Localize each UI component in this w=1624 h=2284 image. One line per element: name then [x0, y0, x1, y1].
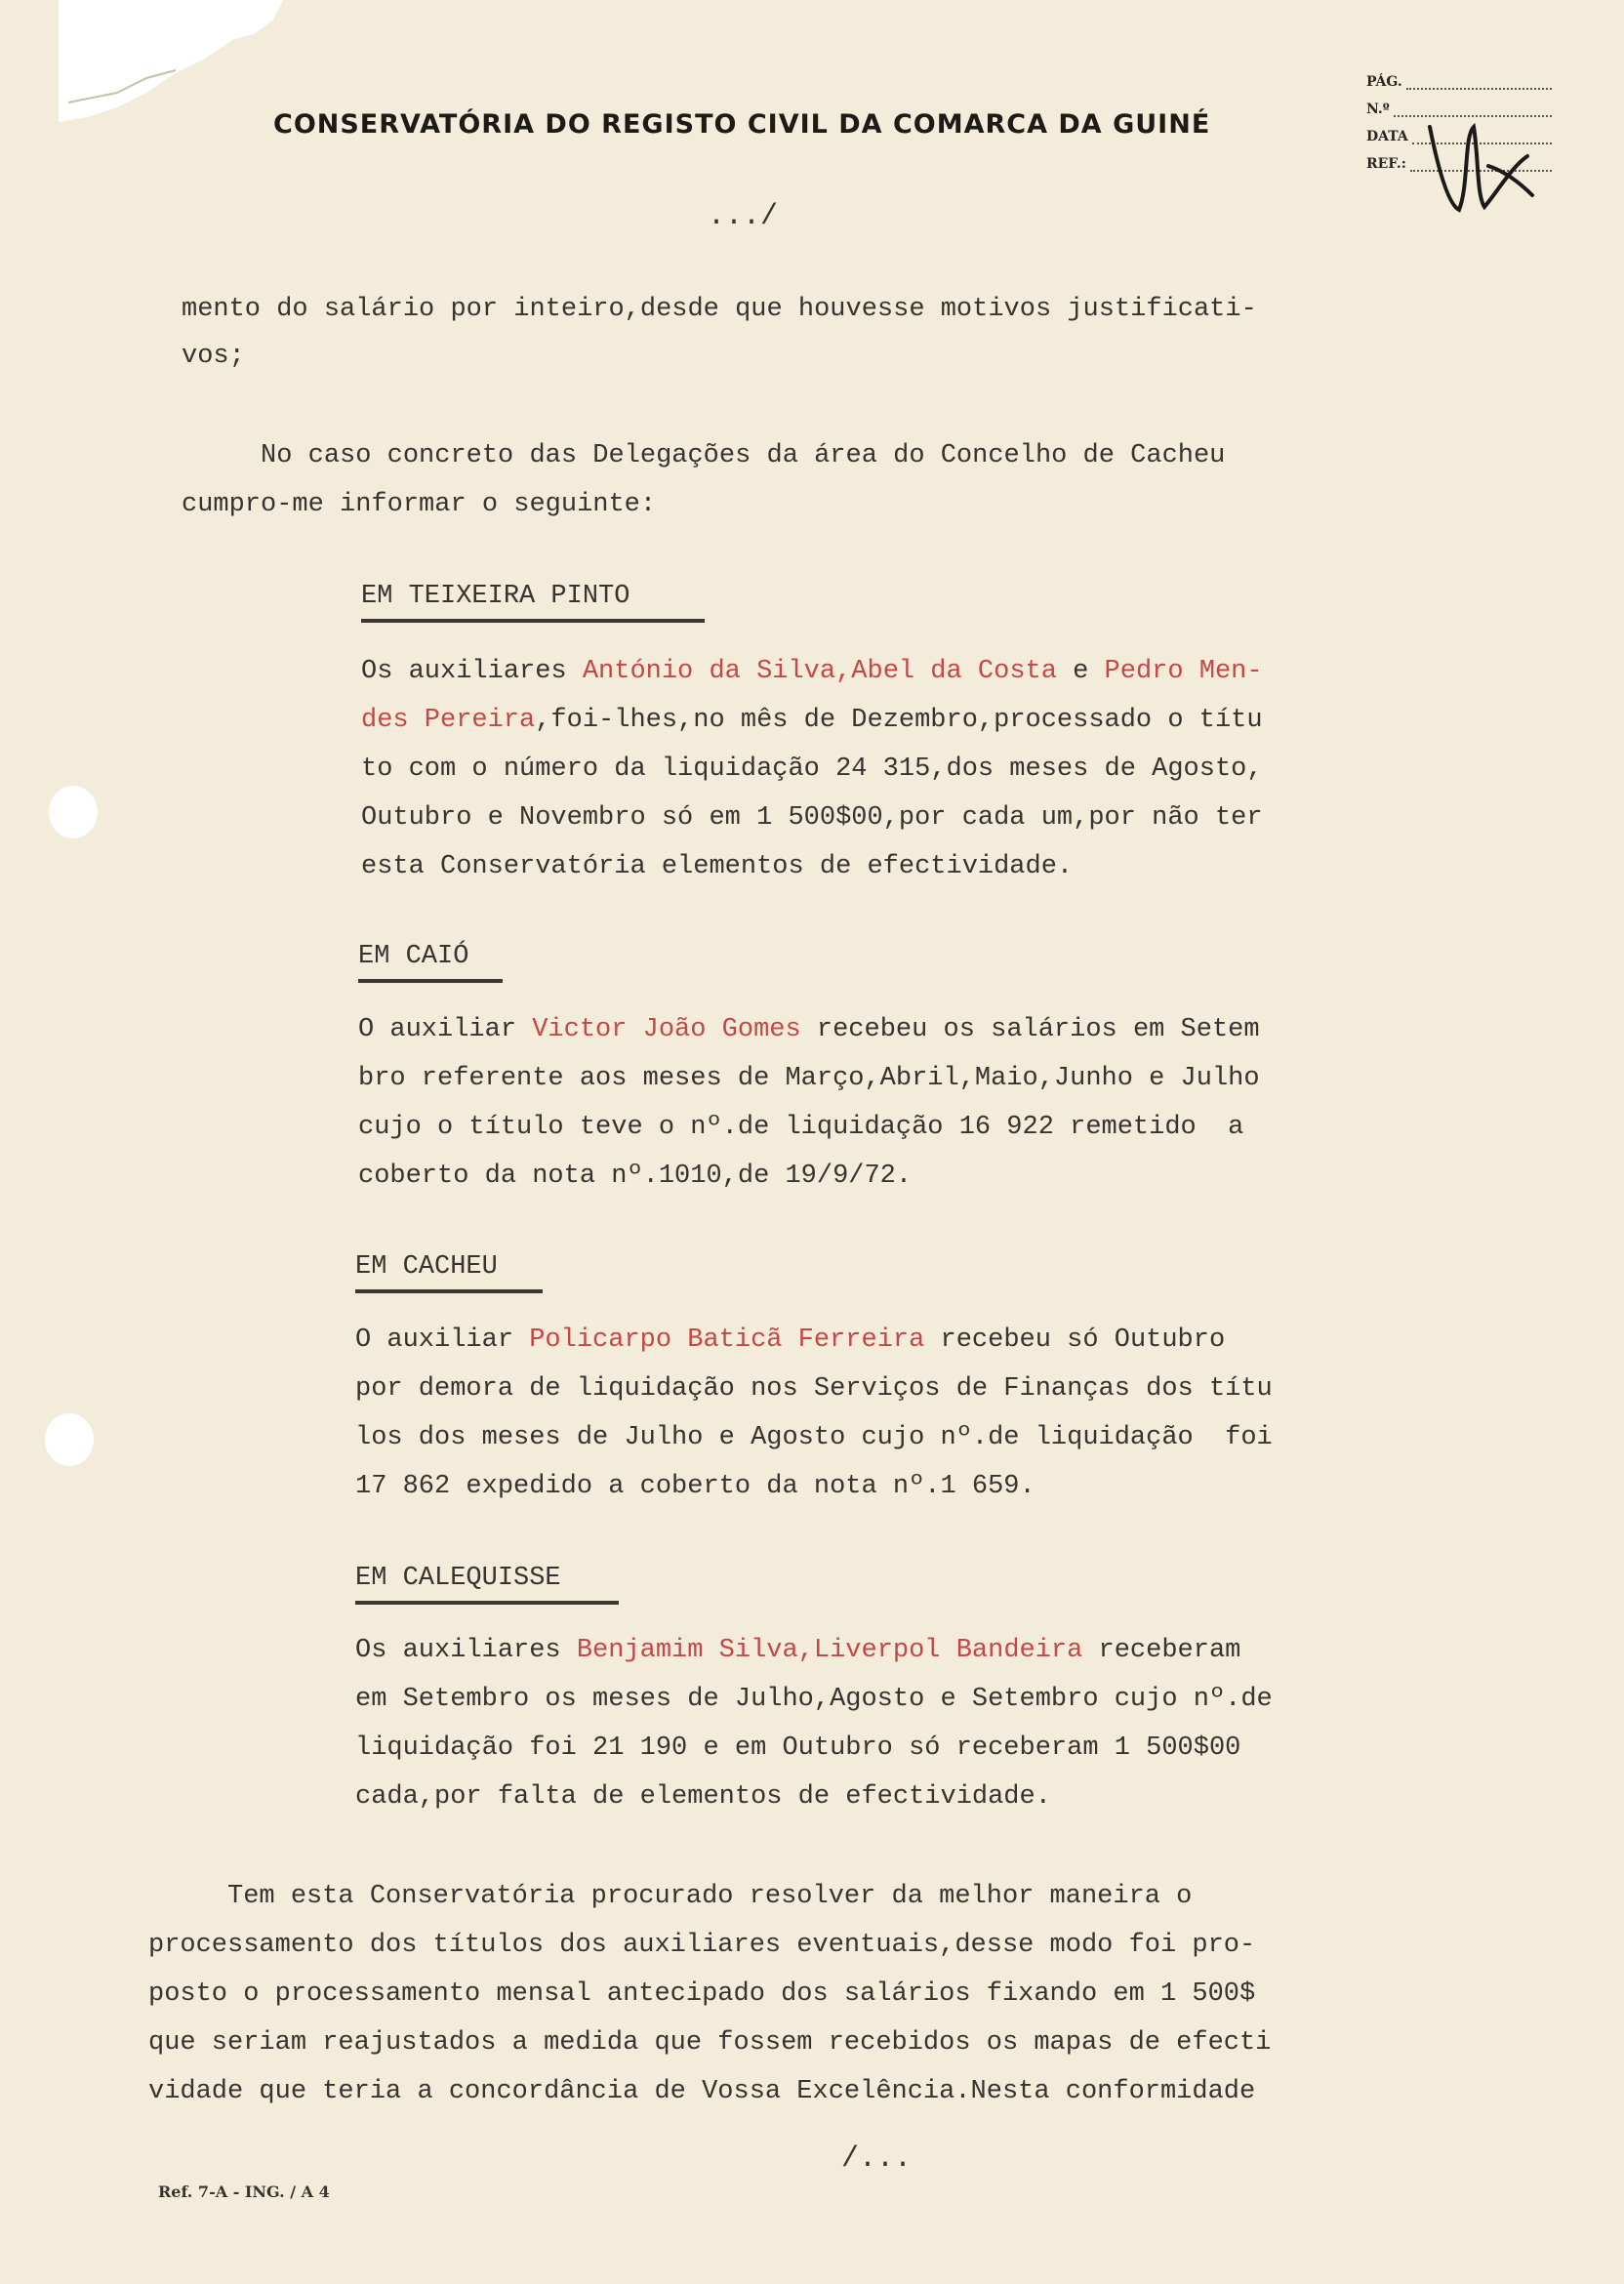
body-line: bro referente aos meses de Março,Abril,Maio,Junho e Julho [358, 1064, 1260, 1093]
highlighted-name: Victor João Gomes [532, 1015, 801, 1044]
body-line: posto o processamento mensal antecipado dos salários fixando em 1 500$ [148, 1979, 1256, 2009]
body-line: Tem esta Conservatória procurado resolver da melhor maneira o [148, 1882, 1193, 1911]
form-reference: Ref. 7-A - ING. / A 4 [158, 2182, 330, 2201]
body-line: liquidação foi 21 190 e em Outubro só receberam 1 500$00 [355, 1733, 1241, 1763]
section-heading-teixeira [361, 582, 629, 611]
highlighted-names: António da Silva,Abel da Costa [582, 657, 1057, 686]
continuation-mark-bottom: /... [841, 2142, 913, 2176]
highlighted-name: des Pereira [361, 706, 536, 735]
body-line: No caso concreto das Delegações da área do Concelho de Cacheu [182, 441, 1226, 470]
body-line: los dos meses de Julho e Agosto cujo nº.de liquidação foi [355, 1423, 1273, 1452]
body-line: des Pereira,foi-lhes,no mês de Dezembro,processado o títu [361, 706, 1263, 735]
page-field-label: PÁG. [1366, 74, 1402, 90]
body-line: Outubro e Novembro só em 1 500$00,por cada um,por não ter [361, 803, 1263, 833]
number-field-label: N.º [1366, 102, 1390, 117]
body-line: vos; [182, 342, 245, 371]
body-line: 17 862 expedido a coberto da nota nº.1 659. [355, 1472, 1035, 1501]
punch-hole [49, 786, 98, 838]
section-heading-text: EM TEIXEIRA PINTO [361, 582, 630, 611]
body-line: Os auxiliares Benjamim Silva,Liverpol Bandeira receberam [355, 1636, 1241, 1665]
section-heading-text: EM CALEQUISSE [355, 1564, 561, 1593]
body-line: coberto da nota nº.1010,de 19/9/72. [358, 1162, 913, 1191]
section-heading-text: EM CACHEU [355, 1252, 498, 1282]
body-line: Os auxiliares António da Silva,Abel da Costa e Pedro Men- [361, 657, 1263, 686]
body-line: cumpro-me informar o seguinte: [182, 490, 657, 519]
section-heading-text: EM CAIÓ [358, 942, 469, 971]
torn-corner [59, 0, 293, 146]
letterhead-title: CONSERVATÓRIA DO REGISTO CIVIL DA COMARCA DA GUINÉ [273, 109, 1211, 140]
ref-field-label: REF.: [1366, 156, 1406, 172]
body-line: mento do salário por inteiro,desde que houvesse motivos justificati- [182, 295, 1257, 324]
body-line: cada,por falta de elementos de efectividade. [355, 1782, 1051, 1812]
continuation-mark-top: .../ [708, 200, 779, 233]
body-line: cujo o título teve o nº.de liquidação 16 922 remetido a [358, 1113, 1244, 1142]
body-line: que seriam reajustados a medida que fossem recebidos os mapas de efecti [148, 2028, 1272, 2058]
punch-hole [45, 1413, 94, 1466]
date-field-label: DATA [1366, 129, 1408, 144]
body-line: em Setembro os meses de Julho,Agosto e Setembro cujo nº.de [355, 1685, 1273, 1714]
body-line: to com o número da liquidação 24 315,dos meses de Agosto, [361, 755, 1263, 784]
highlighted-name: Policarpo Baticã Ferreira [529, 1326, 925, 1355]
highlighted-names: Benjamim Silva,Liverpol Bandeira [576, 1636, 1083, 1665]
highlighted-name: Pedro Men- [1104, 657, 1263, 686]
body-line: esta Conservatória elementos de efectividade. [361, 852, 1074, 881]
body-line: por demora de liquidação nos Serviços de Finanças dos títu [355, 1374, 1273, 1404]
section-heading-caio [358, 942, 468, 971]
body-line: O auxiliar Victor João Gomes recebeu os salários em Setem [358, 1015, 1260, 1044]
body-line: vidade que teria a concordância de Vossa Excelência.Nesta conformidade [148, 2077, 1256, 2106]
body-line: O auxiliar Policarpo Baticã Ferreira recebeu só Outubro [355, 1326, 1226, 1355]
signature [1420, 98, 1537, 224]
body-line: processamento dos títulos dos auxiliares eventuais,desse modo foi pro- [148, 1931, 1256, 1960]
section-heading-calequisse [355, 1564, 561, 1593]
section-heading-cacheu [355, 1252, 498, 1282]
